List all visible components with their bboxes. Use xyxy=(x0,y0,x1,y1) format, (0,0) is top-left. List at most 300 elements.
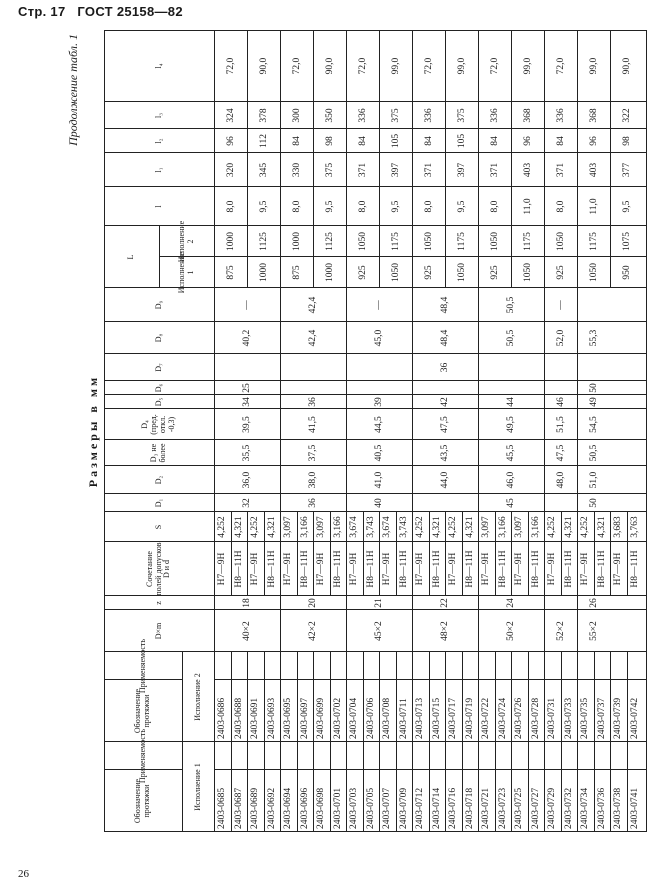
designation-v1: 2403-0734 xyxy=(580,787,591,829)
group-z: 18 xyxy=(242,598,252,608)
designation-v2: 2403-0722 xyxy=(481,697,492,739)
pair-l1: 397 xyxy=(456,162,467,178)
header-application: Применяемость xyxy=(137,728,147,784)
group-d9: 50,5 xyxy=(506,296,516,314)
page-header xyxy=(18,4,191,19)
header-dxm: D×m xyxy=(153,622,163,640)
group-d5: 36 xyxy=(308,397,318,407)
pair-l4: 99,0 xyxy=(588,57,599,75)
designation-v2: 2403-0704 xyxy=(349,697,360,739)
tolerance-combination: H8—11H xyxy=(464,550,475,588)
tolerance-combination: H8—11H xyxy=(563,550,574,588)
designation-v1: 2403-0692 xyxy=(266,787,277,829)
group-z: 22 xyxy=(440,598,450,608)
group-d7 xyxy=(544,354,577,381)
group-z xyxy=(544,596,577,610)
header-designation: Обозначение протяжки xyxy=(133,778,151,824)
designation-v2: 2403-0717 xyxy=(448,697,459,739)
designation-v1: 2403-0727 xyxy=(530,787,541,829)
pair-l3: 350 xyxy=(324,108,335,123)
group-d8: 45,0 xyxy=(374,329,384,347)
group-d1: 40 xyxy=(374,498,384,508)
designation-v2: 2403-0715 xyxy=(431,697,442,739)
designation-v2: 2403-0719 xyxy=(464,697,475,739)
group-d5: 34 xyxy=(242,397,252,407)
tolerance-combination: H8—11H xyxy=(497,550,508,588)
designation-v1: 2403-0723 xyxy=(497,787,508,829)
pair-l2: 1000 xyxy=(225,232,236,251)
header-l1: l₁ xyxy=(153,167,163,173)
group-d1 xyxy=(544,494,577,512)
designation-v1: 2403-0696 xyxy=(299,787,310,829)
tolerance-combination: H8—11H xyxy=(299,550,310,588)
tolerance-combination: H7—9H xyxy=(415,552,426,586)
group-d9: — xyxy=(374,300,384,310)
pair-l1: 875 xyxy=(291,265,302,280)
pair-l2: 96 xyxy=(522,136,533,146)
designation-v1: 2403-0714 xyxy=(431,787,442,829)
header-L-split-line xyxy=(159,226,160,288)
pair-l: 9,5 xyxy=(324,200,335,213)
value-s: 4,252 xyxy=(250,516,261,538)
pair-l3: 368 xyxy=(588,108,599,123)
pair-l3: 324 xyxy=(225,108,236,123)
pair-l1: 1050 xyxy=(456,263,467,282)
value-s: 4,321 xyxy=(431,516,442,538)
pair-l: 8,0 xyxy=(489,200,500,213)
value-s: 4,321 xyxy=(266,516,277,538)
group-dxm: 52×2 xyxy=(555,621,566,641)
tolerance-combination: H7—9H xyxy=(382,552,393,586)
designation-v1: 2403-0712 xyxy=(415,787,426,829)
pair-l1: 1050 xyxy=(390,263,401,282)
designation-v2: 2403-0697 xyxy=(299,697,310,739)
group-d9: 48,4 xyxy=(440,296,450,314)
pair-l1: 1050 xyxy=(588,263,599,282)
pair-l4: 99,0 xyxy=(390,57,401,75)
group-d8: 42,4 xyxy=(308,329,318,347)
pair-l1: 330 xyxy=(291,162,302,178)
group-d4: 39,5 xyxy=(242,416,252,433)
group-z: 20 xyxy=(308,598,318,608)
designation-v1: 2403-0703 xyxy=(349,787,360,829)
group-d2: 44,0 xyxy=(440,471,450,489)
designation-v2: 2403-0731 xyxy=(547,697,558,739)
value-s: 4,252 xyxy=(217,516,228,538)
designation-v1: 2403-0698 xyxy=(316,787,327,829)
designation-v1: 2403-0732 xyxy=(563,787,574,829)
group-d1: 36 xyxy=(308,498,318,508)
tolerance-combination: H8—11H xyxy=(233,550,244,588)
pair-l2: 1075 xyxy=(621,232,632,251)
value-s: 4,252 xyxy=(415,516,426,538)
group-d2: 48,0 xyxy=(555,471,566,489)
tolerance-combination: H8—11H xyxy=(629,550,640,588)
group-d8: 52,0 xyxy=(555,329,566,347)
header-l4: l₄ xyxy=(153,63,163,69)
value-s: 3,097 xyxy=(316,516,327,538)
value-s: 3,097 xyxy=(481,516,492,538)
pair-l2: 112 xyxy=(258,134,269,148)
pair-l4: 90,0 xyxy=(258,57,269,75)
group-d7 xyxy=(577,354,610,381)
group-d8: 48,4 xyxy=(440,329,450,347)
designation-v2: 2403-0708 xyxy=(382,697,393,739)
header-combination: Сочетание полей допусков D и d xyxy=(144,542,172,596)
header-version-line xyxy=(182,652,183,832)
pair-l: 8,0 xyxy=(423,200,434,213)
pair-l: 8,0 xyxy=(357,200,368,213)
header-l3: l₃ xyxy=(153,113,163,119)
group-d3: 43,5 xyxy=(440,444,450,462)
designation-v1: 2403-0689 xyxy=(250,787,261,829)
pair-l3: 336 xyxy=(555,108,566,123)
pair-l1: 403 xyxy=(522,162,533,178)
value-s: 3,166 xyxy=(530,516,541,538)
group-d2: 51,0 xyxy=(588,471,599,489)
group-d7: 36 xyxy=(440,362,450,373)
value-s: 3,683 xyxy=(613,516,624,538)
group-z: 21 xyxy=(374,598,384,608)
group-d4: 54,5 xyxy=(588,416,599,433)
pair-l4: 72,0 xyxy=(357,57,368,75)
designation-v1: 2403-0705 xyxy=(365,787,376,829)
designation-v1: 2403-0725 xyxy=(514,787,525,829)
pair-l1: 1000 xyxy=(258,263,269,282)
value-s: 4,321 xyxy=(464,516,475,538)
pair-l4: 90,0 xyxy=(324,57,335,75)
header-D9: D₉ xyxy=(153,300,163,310)
pair-l: 9,5 xyxy=(621,200,632,213)
pair-l1: 371 xyxy=(423,162,434,178)
page-number: 26 xyxy=(18,868,29,880)
value-s: 3,097 xyxy=(283,516,294,538)
tolerance-combination: H7—9H xyxy=(283,552,294,586)
pair-l2: 1175 xyxy=(390,232,401,251)
group-dxm: 42×2 xyxy=(308,621,318,641)
designation-v2: 2403-0726 xyxy=(514,697,525,739)
value-s: 4,252 xyxy=(448,516,459,538)
header-D6: D₆ xyxy=(153,383,163,393)
group-d5: 39 xyxy=(374,397,384,407)
group-d5: 46 xyxy=(555,397,566,407)
group-d1 xyxy=(412,494,478,512)
tolerance-combination: H7—9H xyxy=(250,552,261,586)
group-d5: 44 xyxy=(506,397,516,407)
designation-v1: 2403-0685 xyxy=(217,787,228,829)
group-d4: 47,5 xyxy=(440,416,450,433)
pair-l4: 72,0 xyxy=(489,57,500,75)
group-d6: 25 xyxy=(242,383,252,393)
tolerance-combination: H8—11H xyxy=(365,550,376,588)
pair-l2: 1050 xyxy=(423,232,434,251)
tolerance-combination: H7—9H xyxy=(316,552,327,586)
col-line-a2 xyxy=(104,679,182,680)
header-l2: l₂ xyxy=(153,138,163,144)
continuation-note: Продолжение табл. 1 xyxy=(66,34,80,146)
pair-l: 11,0 xyxy=(522,198,533,215)
header-L-v2: Исполнение 2 xyxy=(176,220,195,263)
pair-l1: 1050 xyxy=(522,263,533,282)
pair-l3: 336 xyxy=(423,108,434,123)
pair-l2: 98 xyxy=(621,136,632,146)
designation-v2: 2403-0728 xyxy=(530,697,541,739)
value-s: 3,743 xyxy=(398,516,409,538)
group-d2: 38,0 xyxy=(308,471,318,489)
group-d3: 47,5 xyxy=(555,444,566,462)
sizes-table xyxy=(104,30,647,832)
group-d3: 35,5 xyxy=(242,444,252,462)
designation-v1: 2403-0709 xyxy=(398,787,409,829)
pair-l4: 99,0 xyxy=(456,57,467,75)
pair-l: 9,5 xyxy=(456,200,467,213)
pair-l1: 371 xyxy=(357,162,368,178)
group-d6 xyxy=(346,381,412,395)
value-s: 4,321 xyxy=(563,516,574,538)
header-l: l xyxy=(153,205,163,208)
col-line-a1 xyxy=(104,769,182,770)
pair-l2: 105 xyxy=(390,133,401,149)
pair-l: 8,0 xyxy=(291,200,302,213)
pair-l1: 375 xyxy=(324,162,335,178)
designation-v2: 2403-0706 xyxy=(365,697,376,739)
designation-v2: 2403-0724 xyxy=(497,697,508,739)
value-s: 4,321 xyxy=(596,516,607,538)
pair-l4: 72,0 xyxy=(291,57,302,75)
designation-v2: 2403-0711 xyxy=(398,698,409,739)
pair-l2: 1050 xyxy=(489,232,500,251)
pair-l2: 1050 xyxy=(555,232,566,251)
pair-l4: 90,0 xyxy=(621,57,632,75)
value-s: 3,743 xyxy=(365,516,376,538)
pair-l4: 72,0 xyxy=(555,57,566,75)
pair-l3: 368 xyxy=(522,108,533,123)
pair-l: 9,5 xyxy=(390,200,401,213)
group-d4: 49,5 xyxy=(506,416,516,433)
header-application: Применяемость xyxy=(137,638,147,694)
group-d1: 50 xyxy=(588,498,599,508)
designation-v2: 2403-0735 xyxy=(580,697,591,739)
pair-l1: 950 xyxy=(621,265,632,280)
header-L-v1: Исполнение 1 xyxy=(176,251,195,294)
group-d2: 41,0 xyxy=(374,471,384,489)
designation-v2: 2403-0693 xyxy=(266,697,277,739)
pair-l3: 322 xyxy=(621,108,632,123)
group-d9: — xyxy=(555,300,566,310)
tolerance-combination: H7—9H xyxy=(217,552,228,586)
pair-l3: 378 xyxy=(258,108,269,123)
pair-l2: 1125 xyxy=(258,232,269,251)
group-d8: 50,5 xyxy=(506,329,516,347)
designation-v2: 2403-0737 xyxy=(596,697,607,739)
group-d2: 46,0 xyxy=(506,471,516,489)
pair-l1: 320 xyxy=(225,162,236,178)
tolerance-combination: H8—11H xyxy=(398,550,409,588)
group-d6: 50 xyxy=(588,383,599,393)
group-d4: 41,5 xyxy=(308,416,318,433)
group-d6 xyxy=(478,381,544,395)
header-z: z xyxy=(153,601,163,605)
designation-v2: 2403-0688 xyxy=(233,697,244,739)
tolerance-combination: H7—9H xyxy=(481,552,492,586)
designation-v2: 2403-0739 xyxy=(613,697,624,739)
tolerance-combination: H7—9H xyxy=(349,552,360,586)
pair-l2: 84 xyxy=(555,136,566,146)
group-d6 xyxy=(412,381,478,395)
value-s: 3,763 xyxy=(629,516,640,538)
pair-l1: 1000 xyxy=(324,263,335,282)
value-s: 3,097 xyxy=(514,516,525,538)
designation-v1: 2403-0701 xyxy=(332,787,343,829)
group-d5: 42 xyxy=(440,397,450,407)
group-d3: 45,5 xyxy=(506,444,516,462)
pair-l2: 1175 xyxy=(522,232,533,251)
group-d6 xyxy=(544,381,577,395)
group-dxm: 40×2 xyxy=(242,621,252,641)
header-S: S xyxy=(153,524,163,530)
pair-l2: 1125 xyxy=(324,232,335,251)
pair-l2: 96 xyxy=(225,136,236,146)
group-dxm: 50×2 xyxy=(506,621,516,641)
group-d7 xyxy=(346,354,412,381)
pair-l2: 1000 xyxy=(291,232,302,251)
pair-l2: 84 xyxy=(423,136,434,146)
header-designation: Обозначение протяжки xyxy=(133,688,151,734)
group-d3: 37,5 xyxy=(308,444,318,462)
value-s: 4,252 xyxy=(580,516,591,538)
designation-v1: 2403-0736 xyxy=(596,787,607,829)
designation-v1: 2403-0694 xyxy=(283,787,294,829)
pair-l2: 1050 xyxy=(357,232,368,251)
pair-l4: 72,0 xyxy=(423,57,434,75)
header-D3: D₃ не более xyxy=(149,443,167,463)
pair-l1: 925 xyxy=(423,265,434,280)
group-z: 26 xyxy=(588,598,599,608)
pair-l4: 72,0 xyxy=(225,57,236,75)
pair-l1: 925 xyxy=(357,265,368,280)
pair-l1: 397 xyxy=(390,162,401,178)
pair-l2: 84 xyxy=(357,136,368,146)
page-label: Стр. 17 xyxy=(18,4,66,19)
pair-l3: 336 xyxy=(489,108,500,123)
pair-l4: 99,0 xyxy=(522,57,533,75)
pair-l3: 336 xyxy=(357,108,368,123)
tolerance-combination: H8—11H xyxy=(332,550,343,588)
header-D1: D₁ xyxy=(153,498,163,508)
designation-v1: 2403-0716 xyxy=(448,787,459,829)
group-d9 xyxy=(577,288,610,322)
tolerance-combination: H8—11H xyxy=(530,550,541,588)
group-d2: 36,0 xyxy=(242,471,252,489)
group-dxm: 48×2 xyxy=(440,621,450,641)
group-d8: 55,3 xyxy=(588,329,599,347)
designation-v2: 2403-0695 xyxy=(283,697,294,739)
tolerance-combination: H7—9H xyxy=(448,552,459,586)
pair-l1: 925 xyxy=(489,265,500,280)
header-D7: D₇ xyxy=(153,363,163,372)
pair-l1: 371 xyxy=(489,162,500,178)
group-d7 xyxy=(214,354,280,381)
group-d7 xyxy=(478,354,544,381)
designation-v2: 2403-0742 xyxy=(629,697,640,739)
designation-v2: 2403-0702 xyxy=(332,697,343,739)
group-d7 xyxy=(280,354,346,381)
pair-l2: 1175 xyxy=(456,232,467,251)
tolerance-combination: H7—9H xyxy=(613,552,624,586)
group-d1: 45 xyxy=(506,498,516,508)
group-dxm: 55×2 xyxy=(588,621,599,641)
rotated-table-block xyxy=(64,30,648,832)
pair-l1: 371 xyxy=(555,162,566,178)
designation-v2: 2403-0686 xyxy=(217,697,228,739)
header-D2: D₂ xyxy=(153,475,163,485)
designation-v1: 2403-0729 xyxy=(547,787,558,829)
header-L: L xyxy=(126,254,136,260)
designation-v1: 2403-0741 xyxy=(629,787,640,829)
group-d9: 42,4 xyxy=(308,296,318,314)
pair-l1: 377 xyxy=(621,162,632,178)
pair-l: 8,0 xyxy=(555,200,566,213)
value-s: 4,252 xyxy=(547,516,558,538)
tolerance-combination: H7—9H xyxy=(580,552,591,586)
value-s: 3,166 xyxy=(299,516,310,538)
designation-v1: 2403-0738 xyxy=(613,787,624,829)
designation-v1: 2403-0707 xyxy=(382,787,393,829)
pair-l2: 84 xyxy=(489,136,500,146)
tolerance-combination: H7—9H xyxy=(547,552,558,586)
pair-l3: 375 xyxy=(390,108,401,123)
pair-l3: 300 xyxy=(291,108,302,123)
designation-v2: 2403-0691 xyxy=(250,697,261,739)
group-d8: 40,2 xyxy=(242,329,252,347)
header-version2: Исполнение 2 xyxy=(192,673,202,721)
value-s: 3,674 xyxy=(349,516,360,538)
designation-v1: 2403-0687 xyxy=(233,787,244,829)
group-d1: 32 xyxy=(242,498,252,508)
group-dxm: 45×2 xyxy=(374,621,384,641)
standard-code: ГОСТ 25158—82 xyxy=(77,4,183,19)
designation-v1: 2403-0718 xyxy=(464,787,475,829)
sizes-title: Размеры в мм xyxy=(86,374,100,488)
pair-l2: 84 xyxy=(291,136,302,146)
group-d4: 51,5 xyxy=(555,416,566,433)
tolerance-combination: H7—9H xyxy=(514,552,525,586)
designation-v1: 2403-0721 xyxy=(481,787,492,829)
pair-l1: 345 xyxy=(258,162,269,178)
designation-v2: 2403-0699 xyxy=(316,697,327,739)
header-D4: D₄ (пред. откл. -0,3) xyxy=(140,414,176,435)
group-d3: 40,5 xyxy=(374,444,384,462)
header-D5: D₅ xyxy=(153,397,163,407)
tolerance-combination: H8—11H xyxy=(431,550,442,588)
pair-l2: 1175 xyxy=(588,232,599,251)
value-s: 4,321 xyxy=(233,516,244,538)
pair-l: 11,0 xyxy=(588,198,599,215)
designation-v2: 2403-0733 xyxy=(563,697,574,739)
value-s: 3,166 xyxy=(332,516,343,538)
pair-l1: 875 xyxy=(225,265,236,280)
pair-l: 9,5 xyxy=(258,200,269,213)
pair-l2: 98 xyxy=(324,136,335,146)
header-D8: D₈ xyxy=(153,333,163,343)
pair-l2: 105 xyxy=(456,133,467,149)
group-d4: 44,5 xyxy=(374,416,384,433)
value-s: 3,166 xyxy=(497,516,508,538)
group-d6 xyxy=(280,381,346,395)
pair-l2: 96 xyxy=(588,136,599,146)
pair-l: 8,0 xyxy=(225,200,236,213)
tolerance-combination: H8—11H xyxy=(266,550,277,588)
